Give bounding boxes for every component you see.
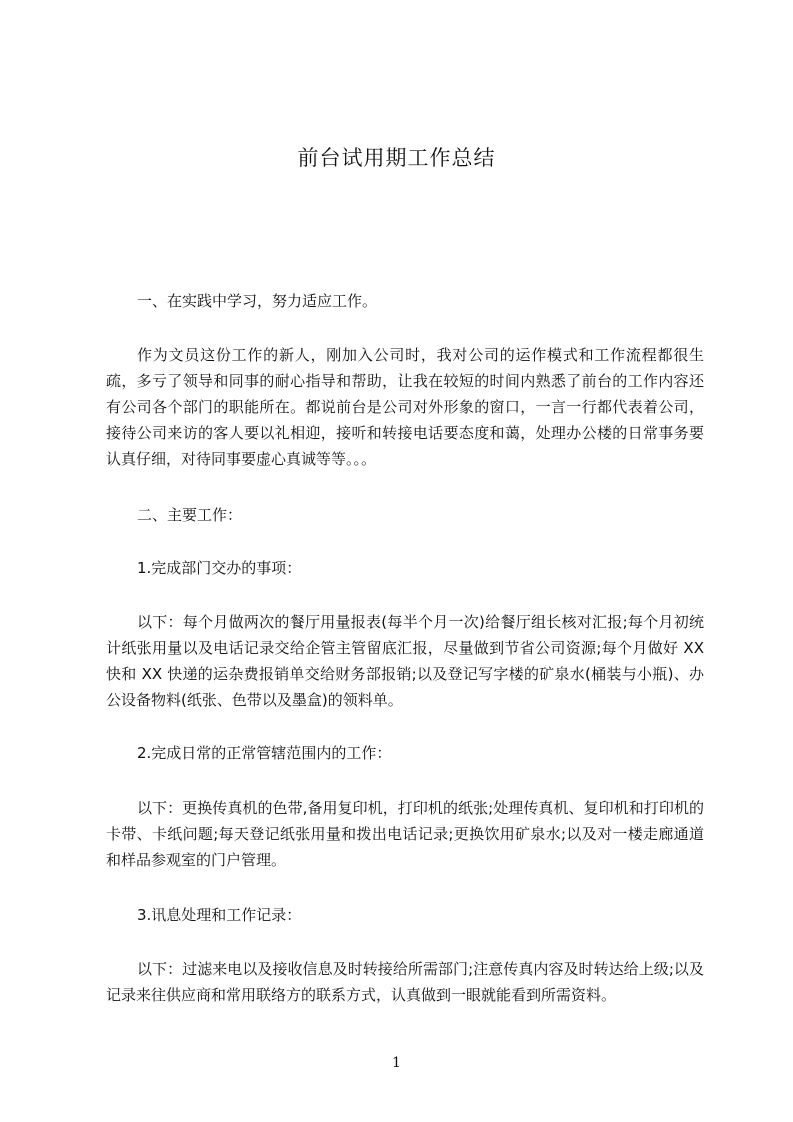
item-2-paragraph: 以下：更换传真机的色带,备用复印机，打印机的纸张;处理传真机、复印机和打印机的卡带、卡纸问题;每天登记纸张用量和拨出电话记录;更换饮用矿泉水;以及对一楼走廊通道和样品参观室的门户管理。 bbox=[106, 799, 704, 869]
item-3-heading: 3.讯息处理和工作记录： bbox=[137, 906, 302, 924]
item-1-paragraph: 以下：每个月做两次的餐厅用量报表(每半个月一次)给餐厅组长核对汇报;每个月初统计纸张用量以及电话记录交给企管主管留底汇报，尽量做到节省公司资源;每个月做好 XX 快和 XX 快递的运杂费报销单交给财务部报销;以及登记写字楼的矿泉水(桶装与小瓶)、办公设备物料(纸张、色带以及墨盒)的领料单。 bbox=[106, 613, 704, 709]
section-1-paragraph: 作为文员这份工作的新人，刚加入公司时，我对公司的运作模式和工作流程都很生疏，多亏了领导和同事的耐心指导和帮助，让我在较短的时间内熟悉了前台的工作内容还有公司各个部门的职能所在。都说前台是公司对外形象的窗口，一言一行都代表着公司，接待公司来访的客人要以礼相迎，接听和转接电话要态度和蔼，处理办公楼的日常事务要认真仔细，对待同事要虚心真诚等等。。。 bbox=[106, 346, 704, 468]
section-1-heading: 一、在实践中学习，努力适应工作。 bbox=[137, 292, 378, 310]
section-2-heading: 二、主要工作： bbox=[137, 506, 243, 524]
page-number: 1 bbox=[392, 1055, 401, 1071]
document-title: 前台试用期工作总结 bbox=[297, 146, 496, 170]
item-1-heading: 1.完成部门交办的事项： bbox=[137, 559, 302, 577]
item-3-paragraph: 以下：过滤来电以及接收信息及时转接给所需部门;注意传真内容及时转达给上级;以及记录来往供应商和常用联络方的联系方式，认真做到一眼就能看到所需资料。 bbox=[106, 960, 704, 1004]
item-2-heading: 2.完成日常的正常管辖范围内的工作： bbox=[137, 744, 392, 762]
